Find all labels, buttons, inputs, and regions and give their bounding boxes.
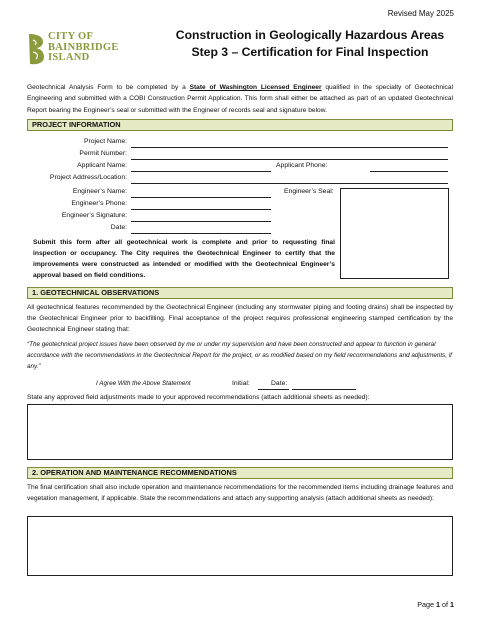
intro-emphasis: State of Washington Licensed Engineer [189,84,322,91]
project-address-label: Project Address/Location: [49,174,127,181]
page-current: 1 [436,600,440,609]
page-total: 1 [450,600,454,609]
field-adjustments-box[interactable] [27,404,453,460]
agree-date-label: Date: [271,380,288,387]
engineer-seal-label: Engineer’s Seal: [284,188,334,195]
title-line-1: Construction in Geologically Hazardous Areas [175,28,445,42]
certification-quote: “The geotechnical project issues have been observed by me or under my supervision and have been constructed and appear to function in general accordance with the recommendations in the Geotechnical Report for the project, or as modified based on my field recommendations and adjustments, if any.” [27,341,452,371]
applicant-name-field[interactable] [131,171,271,172]
project-info-heading: PROJECT INFORMATION [27,119,453,131]
engineer-signature-field[interactable] [131,221,271,222]
field-adjustments-prompt: State any approved field adjustments made to your approved recommendations (attach additional sheets as needed): [27,394,370,401]
agree-statement: I Agree With the Above Statement [96,380,191,387]
leaf-logo-icon [26,32,46,66]
title-line-2: Step 3 – Certification for Final Inspection [191,45,429,59]
logo-line-2: BAINBRIDGE [48,41,119,53]
engineer-seal-box[interactable] [340,188,449,279]
applicant-name-label: Applicant Name: [77,162,127,169]
engineer-phone-field[interactable] [131,209,271,210]
page-number [417,600,454,609]
date-label: Date: [110,224,127,231]
page-word: Page [417,600,434,609]
applicant-phone-field[interactable] [370,171,448,172]
intro-paragraph [27,82,453,116]
observations-paragraph: All geotechnical features recommended by the Geotechnical Engineer (including any stormwater piping and footing drains) shall be inspected by the Geotechnical Engineer prior to backfilling. Final acceptance of the project requires professional engineering stamped certification by the Geotechnical Engineer stating that: [27,304,453,334]
project-name-field[interactable] [131,147,448,148]
engineer-signature-label: Engineer’s Signature: [61,212,127,219]
initial-label: Initial: [232,380,250,387]
logo-line-3: ISLAND [48,52,90,63]
engineer-name-label: Engineer’s Name: [72,188,127,195]
page-title [160,27,460,61]
initial-field[interactable] [258,389,289,390]
project-address-field[interactable] [131,183,448,184]
intro-text-1: Geotechnical Analysis Form to be completed by a [27,84,190,91]
engineer-name-field[interactable] [131,197,271,198]
project-name-label: Project Name: [83,138,127,145]
operation-maintenance-box[interactable] [27,516,453,576]
city-logo [26,32,146,66]
intro-text-2: qualified in the specialty of Geotechnical Engineering and submitted with a COBI Construction Permit Application. This form shall either be attached as part of an updated Geotechnical Report bearing the Engineer’s seal or submitted with the Engineer of records seal and signature below. [27,84,453,114]
revision-date: Revised May 2025 [387,9,454,18]
permit-number-label: Permit Number: [79,150,127,157]
operation-maintenance-heading: 2. OPERATION AND MAINTENANCE RECOMMENDATIONS [27,467,453,479]
agree-date-field[interactable] [292,389,356,390]
permit-number-field[interactable] [131,159,448,160]
geotechnical-observations-heading: 1. GEOTECHNICAL OBSERVATIONS [27,287,453,299]
applicant-phone-label: Applicant Phone: [276,162,328,169]
engineer-phone-label: Engineer’s Phone: [71,200,127,207]
page-of: of [442,600,448,609]
operation-maintenance-paragraph: The final certification shall also include operation and maintenance recommendations for the recommended items including drainage features and vegetation management, if applicable. State the recommendations and attach any supporting analysis (attach additional sheets as needed): [27,484,453,503]
logo-line-1: CITY OF [48,31,94,42]
date-field[interactable] [131,233,271,234]
submit-note: Submit this form after all geotechnical work is complete and prior to requesting final inspection or occupancy. The City requires the Geotechnical Engineer to certify that the improvements were constructed as intended or modified with the Geotechnical Engineer’s approval based on field conditions. [33,239,335,279]
